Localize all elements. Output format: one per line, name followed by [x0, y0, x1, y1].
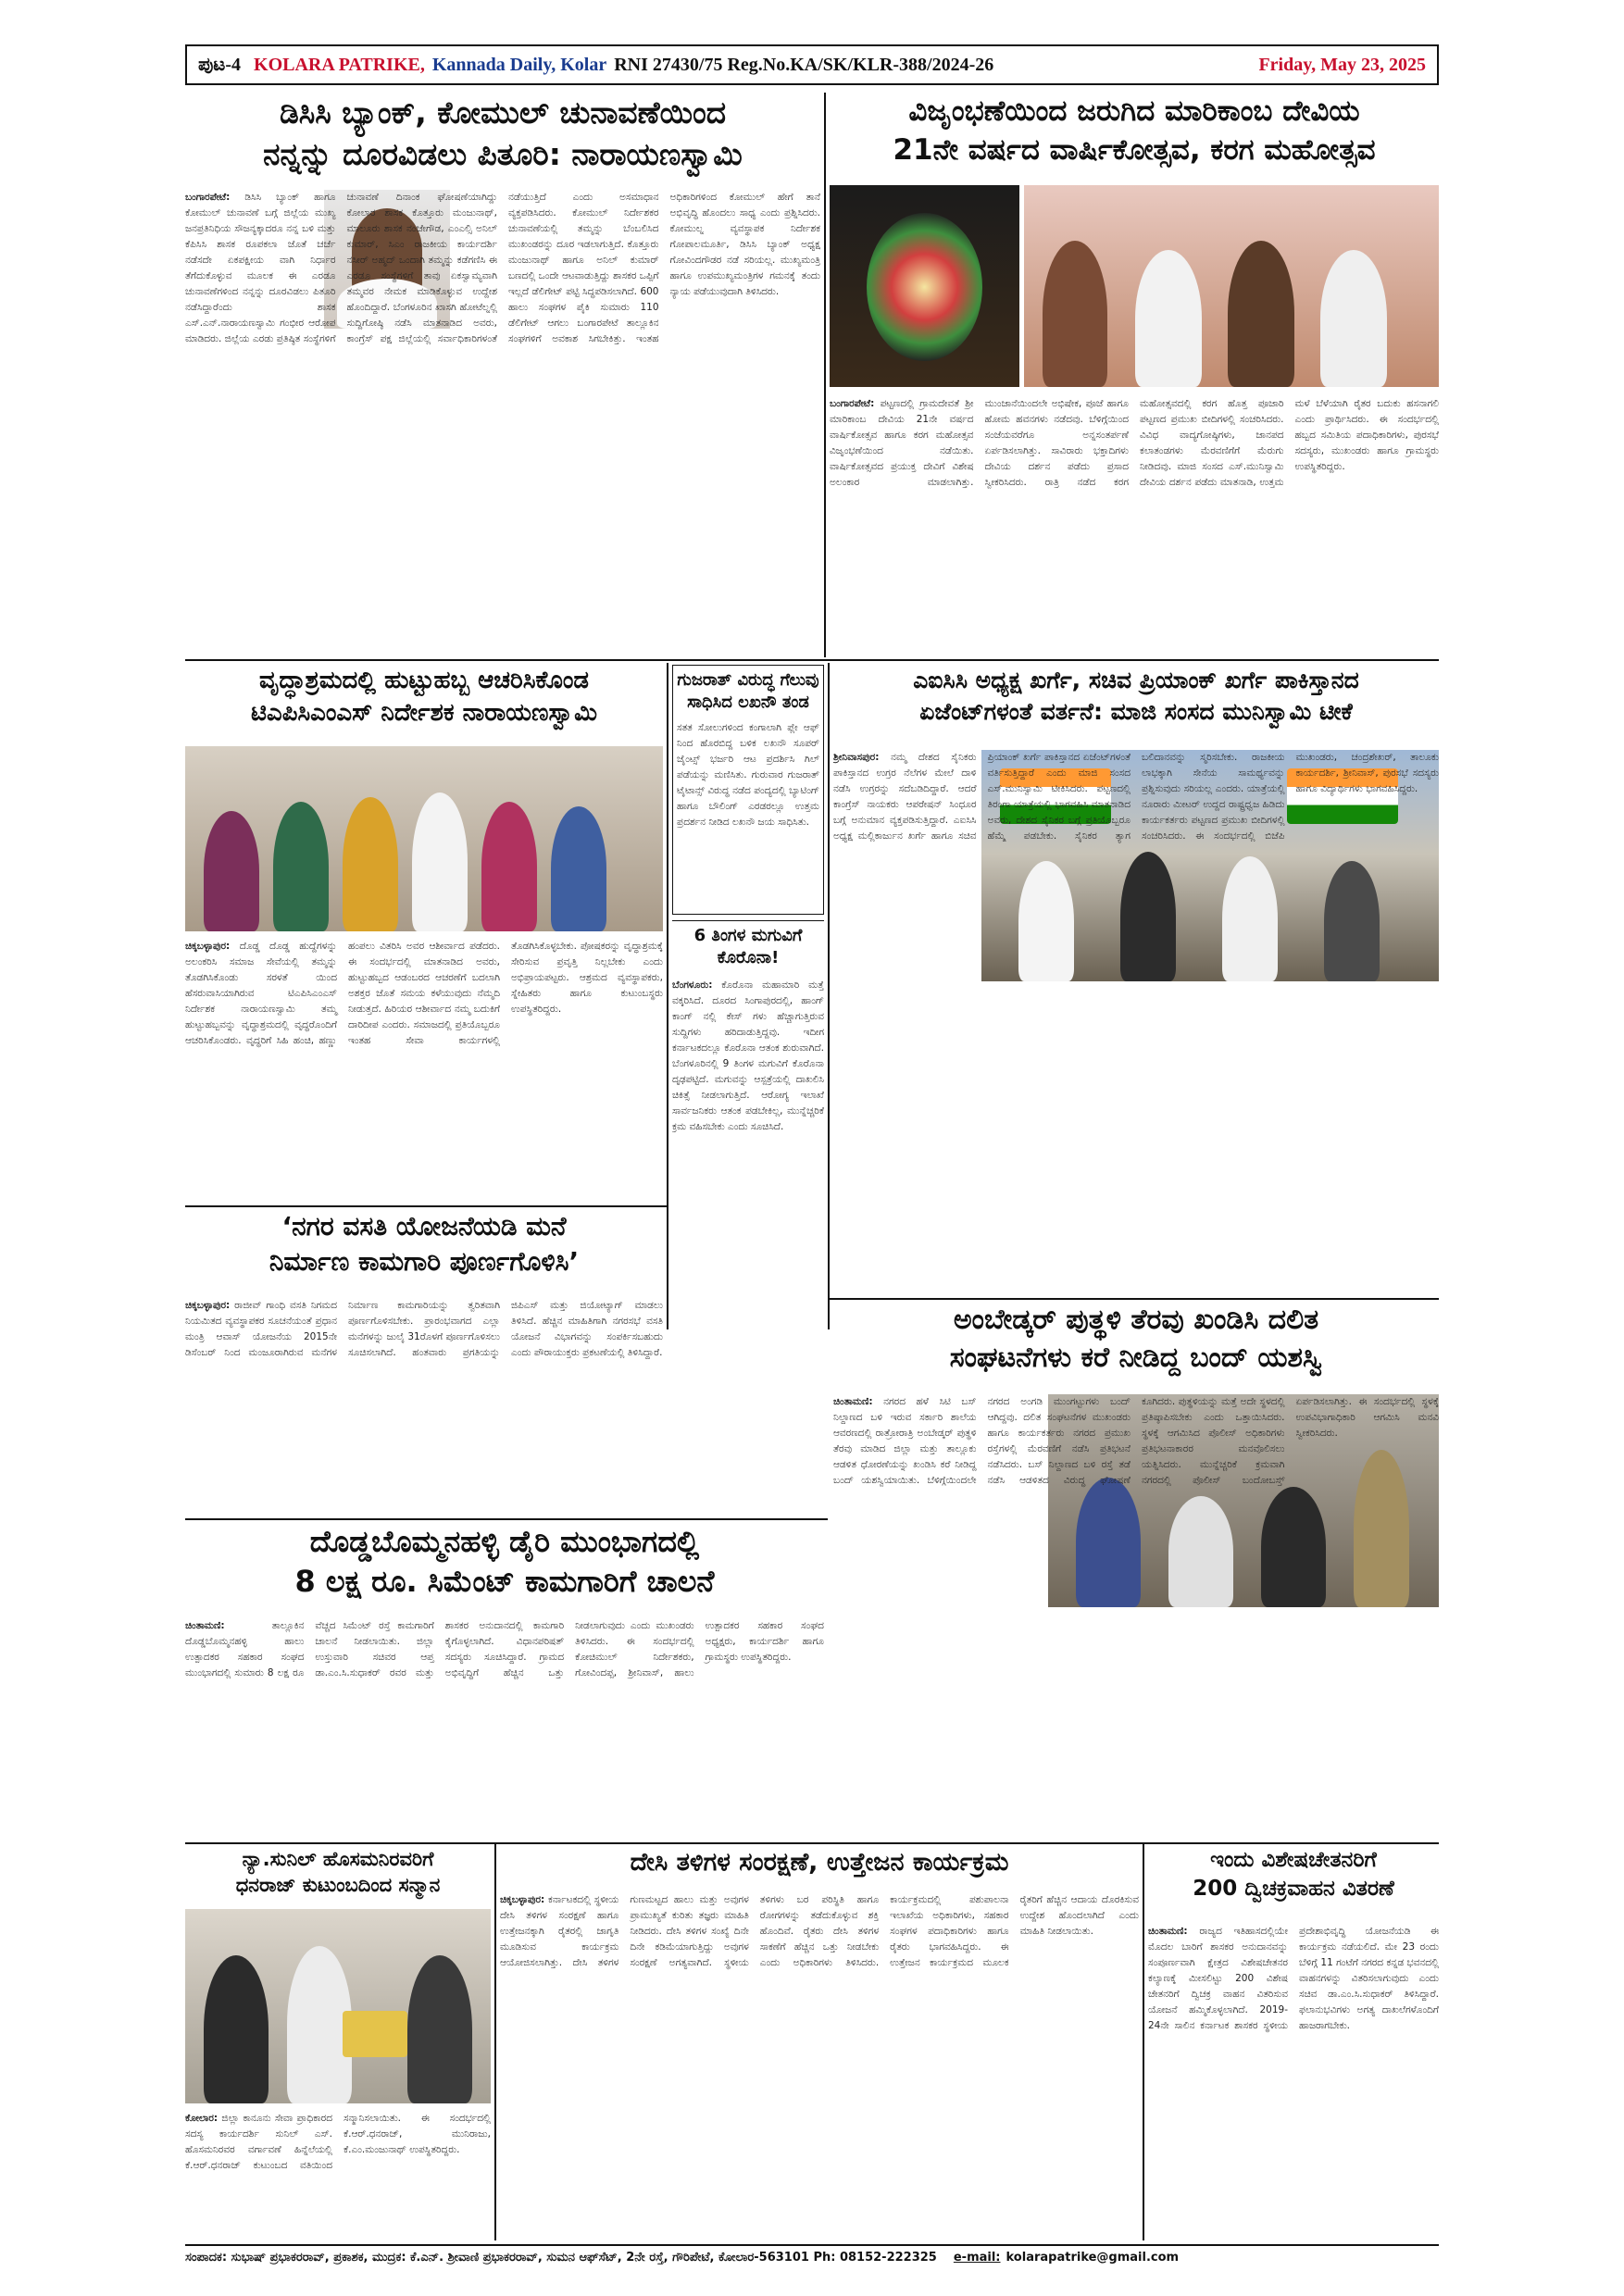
headline-marikamba-2: 21ನೇ ವರ್ಷದ ವಾರ್ಷಿಕೋತ್ಸವ, ಕರಗ ಮಹೋತ್ಸವ [893, 132, 1376, 167]
body-marikamba-text: ಪಟ್ಟಣದಲ್ಲಿ ಗ್ರಾಮದೇವತೆ ಶ್ರೀ ಮಾರಿಕಾಂಬ ದೇವಿಯ 21ನೇ ವರ್ಷದ ವಾರ್ಷಿಕೋತ್ಸವ ಹಾಗೂ ಕರಗ ಮಹೋತ್ಸವ ವಿಜೃಂಭಣೆಯಿಂದ ನಡೆಯಿತು. ವಾರ್ಷಿಕೋತ್ಸವದ ಪ್ರಯುಕ್ತ ದೇವಿಗೆ ವಿಶೇಷ ಅಲಂಕಾರ ಮಾಡಲಾಗಿತ್ತು. ಮುಂಜಾನೆಯಿಂದಲೇ ಅಭಿಷೇಕ, ಪೂಜೆ ಹಾಗೂ ಹೋಮ ಹವನಗಳು ನಡೆದವು. ಬೆಳಿಗ್ಗೆಯಿಂದ ಸಂಜೆಯವರೆಗೂ ಅನ್ನಸಂತರ್ಪಣೆ ಏರ್ಪಡಿಸಲಾಗಿತ್ತು. ಸಾವಿರಾರು ಭಕ್ತಾದಿಗಳು ದೇವಿಯ ದರ್ಶನ ಪಡೆದು ಪ್ರಸಾದ ಸ್ವೀಕರಿಸಿದರು. ರಾತ್ರಿ ನಡೆದ ಕರಗ ಮಹೋತ್ಸವದಲ್ಲಿ ಕರಗ ಹೊತ್ತ ಪೂಜಾರಿ ಪಟ್ಟಣದ ಪ್ರಮುಖ ಬೀದಿಗಳಲ್ಲಿ ಸಂಚರಿಸಿದರು. ವಿವಿಧ ವಾದ್ಯಗೋಷ್ಠಿಗಳು, ಜಾನಪದ ಕಲಾತಂಡಗಳು ಮೆರವಣಿಗೆಗೆ ಮೆರುಗು ನೀಡಿದವು. ಮಾಜಿ ಸಂಸದ ಎಸ್.ಮುನಿಸ್ವಾಮಿ ದೇವಿಯ ದರ್ಶನ ಪಡೆದು ಮಾತನಾಡಿ, ಉತ್ತಮ ಮಳೆ ಬೆಳೆಯಾಗಿ ರೈತರ ಬದುಕು ಹಸನಾಗಲಿ ಎಂದು ಪ್ರಾರ್ಥಿಸಿದರು. ಈ ಸಂದರ್ಭದಲ್ಲಿ ಹಬ್ಬದ ಸಮಿತಿಯ ಪದಾಧಿಕಾರಿಗಳು, ಪುರಸಭೆ ಸದಸ್ಯರು, ಮುಖಂಡರು ಹಾಗೂ ಗ್ರಾಮಸ್ಥರು ಉಪಸ್ಥಿತರಿದ್ದರು. [830, 398, 1439, 488]
headline-ambedkar-2: ಸಂಘಟನೆಗಳು ಕರೆ ನೀಡಿದ್ದ ಬಂದ್ ಯಶಸ್ವಿ [949, 1341, 1323, 1374]
headline-dhanaraj-2: ಧನರಾಜ್ ಕುಟುಂಬದಿಂದ ಸನ್ಮಾನ [235, 1874, 441, 1897]
body-gujarat: ಸತತ ಸೋಲುಗಳಿಂದ ಕಂಗಾಲಾಗಿ ಪ್ಲೇ ಆಫ್ ನಿಂದ ಹೊರಬಿದ್ದ ಬಳಿಕ ಲಖನೌ ಸೂಪರ್ ಜೈಂಟ್ಸ್ ಭರ್ಜರಿ ಆಟ ಪ್ರದರ್ಶಿಸಿ ಗಿಲ್ ಪಡೆಯನ್ನು ಮಣಿಸಿತು. ಗುರುವಾರ ಗುಜರಾತ್ ಟೈಟಾನ್ಸ್ ವಿರುದ್ಧ ನಡೆದ ಪಂದ್ಯದಲ್ಲಿ ಬ್ಯಾಟಿಂಗ್ ಹಾಗೂ ಬೌಲಿಂಗ್ ಎರಡರಲ್ಲೂ ಉತ್ತಮ ಪ್ರದರ್ಶನ ನೀಡಿದ ಲಖನೌ ಜಯ ಸಾಧಿಸಿತು. [677, 721, 819, 828]
photo-goddess [830, 185, 1019, 387]
footer-imprint [185, 2244, 1439, 2268]
dateline-dhanaraj: ಕೋಲಾರ: [185, 2113, 219, 2124]
footer-email-label: e-mail: [953, 2250, 1001, 2265]
rule-h4 [185, 1518, 828, 1520]
body-ambedkar-text: ನಗರದ ಹಳೆ ಸಿಟಿ ಬಸ್ ನಿಲ್ದಾಣದ ಬಳಿ ಇರುವ ಸರ್ಕಾರಿ ಶಾಲೆಯ ಆವರಣದಲ್ಲಿ ರಾತ್ರೋರಾತ್ರಿ ಅಂಬೇಡ್ಕರ್ ಪುತ್ಥಳಿ ತೆರವು ಮಾಡಿದ ಜಿಲ್ಲಾ ಮತ್ತು ತಾಲ್ಲೂಕು ಆಡಳಿತ ಧೋರಣೆಯನ್ನು ಖಂಡಿಸಿ ಕರೆ ನೀಡಿದ್ದ ಬಂದ್ ಯಶಸ್ವಿಯಾಯಿತು. ಬೆಳಿಗ್ಗೆಯಿಂದಲೇ ನಗರದ ಅಂಗಡಿ ಮುಂಗಟ್ಟುಗಳು ಬಂದ್ ಆಗಿದ್ದವು. ದಲಿತ ಸಂಘಟನೆಗಳ ಮುಖಂಡರು ಹಾಗೂ ಕಾರ್ಯಕರ್ತರು ನಗರದ ಪ್ರಮುಖ ರಸ್ತೆಗಳಲ್ಲಿ ಮೆರವಣಿಗೆ ನಡೆಸಿ ಪ್ರತಿಭಟನೆ ನಡೆಸಿದರು. ಬಸ್ ನಿಲ್ದಾಣದ ಬಳಿ ರಸ್ತೆ ತಡೆ ನಡೆಸಿ ಆಡಳಿತದ ವಿರುದ್ಧ ಘೋಷಣೆ ಕೂಗಿದರು. ಪುತ್ಥಳಿಯನ್ನು ಮತ್ತೆ ಅದೇ ಸ್ಥಳದಲ್ಲಿ ಪ್ರತಿಷ್ಠಾಪಿಸಬೇಕು ಎಂದು ಒತ್ತಾಯಿಸಿದರು. ಸ್ಥಳಕ್ಕೆ ಆಗಮಿಸಿದ ಪೊಲೀಸ್ ಅಧಿಕಾರಿಗಳು ಪ್ರತಿಭಟನಾಕಾರರ ಮನವೊಲಿಸಲು ಯತ್ನಿಸಿದರು. ಮುನ್ನೆಚ್ಚರಿಕೆ ಕ್ರಮವಾಗಿ ನಗರದಲ್ಲಿ ಪೊಲೀಸ್ ಬಂದೋಬಸ್ತ್ ಏರ್ಪಡಿಸಲಾಗಿತ್ತು. ಈ ಸಂದರ್ಭದಲ್ಲಿ ಸ್ಥಳಕ್ಕೆ ಉಪವಿಭಾಗಾಧಿಕಾರಿ ಆಗಮಿಸಿ ಮನವಿ ಸ್ವೀಕರಿಸಿದರು. [833, 1396, 1439, 1486]
body-corona-text: ಕೊರೊನಾ ಮಹಾಮಾರಿ ಮತ್ತೆ ವಕ್ಕರಿಸಿದೆ. ದೂರದ ಸಿಂಗಾಪುರದಲ್ಲಿ, ಹಾಂಗ್ ಕಾಂಗ್ ನಲ್ಲಿ ಕೇಸ್ ಗಳು ಹೆಚ್ಚಾಗುತ್ತಿರುವ ಸುದ್ದಿಗಳು ಹರಿದಾಡುತ್ತಿದ್ದವು. ಇದೀಗ ಕರ್ನಾಟಕದಲ್ಲೂ ಕೊರೊನಾ ಆತಂಕ ಶುರುವಾಗಿದೆ. ಬೆಂಗಳೂರಿನಲ್ಲಿ 9 ತಿಂಗಳ ಮಗುವಿಗೆ ಕೊರೊನಾ ದೃಢಪಟ್ಟಿದೆ. ಮಗುವನ್ನು ಆಸ್ಪತ್ರೆಯಲ್ಲಿ ದಾಖಲಿಸಿ ಚಿಕಿತ್ಸೆ ನೀಡಲಾಗುತ್ತಿದೆ. ಆರೋಗ್ಯ ಇಲಾಖೆ ಸಾರ್ವಜನಿಕರು ಆತಂಕ ಪಡಬೇಕಿಲ್ಲ, ಮುನ್ನೆಚ್ಚರಿಕೆ ಕ್ರಮ ವಹಿಸಬೇಕು ಎಂದು ಸೂಚಿಸಿದೆ. [672, 980, 824, 1132]
headline-dairy-1: ದೊಡ್ಡಬೊಮ್ಮನಹಳ್ಳಿ ಡೈರಿ ಮುಂಭಾಗದಲ್ಲಿ [309, 1524, 700, 1559]
rule-h5 [185, 1842, 1439, 1844]
dateline-marikamba: ಬಂಗಾರಪೇಟೆ: [830, 398, 875, 409]
body-desi [500, 1892, 1139, 2237]
headline-kharge-1: ಎಐಸಿಸಿ ಅಧ್ಯಕ್ಷ ಖರ್ಗೆ, ಸಚಿವ ಪ್ರಿಯಾಂಕ್ ಖರ್ಗೆ ಪಾಕಿಸ್ತಾನದ [913, 667, 1359, 693]
headline-oldage-2: ಟಿಎಪಿಸಿಎಂಎಸ್ ನಿರ್ದೇಶಕ ನಾರಾಯಣಸ್ವಾಮಿ [251, 699, 597, 728]
body-corona [672, 978, 824, 1328]
body-dhanaraj-text: ಜಿಲ್ಲಾ ಕಾನೂನು ಸೇವಾ ಪ್ರಾಧಿಕಾರದ ಸದಸ್ಯ ಕಾರ್ಯದರ್ಶಿ ಸುನಿಲ್ ಎಸ್. ಹೊಸಮನಿರವರ ವರ್ಗಾವಣೆ ಹಿನ್ನೆಲೆಯಲ್ಲಿ ಕೆ.ಆರ್.ಧನರಾಜ್ ಕುಟುಂಬದ ವತಿಯಿಂದ ಸನ್ಮಾನಿಸಲಾಯಿತು. ಈ ಸಂದರ್ಭದಲ್ಲಿ ಕೆ.ಆರ್.ಧನರಾಜ್, ಮುನಿರಾಜು, ಕೆ.ಎಂ.ಮಂಜುನಾಥ್ ಉಪಸ್ಥಿತರಿದ್ದರು. [185, 2113, 491, 2171]
body-dcc [185, 190, 820, 741]
body-dairy-text: ತಾಲ್ಲೂಕಿನ ದೊಡ್ಡಬೊಮ್ಮನಹಳ್ಳಿ ಹಾಲು ಉತ್ಪಾದಕರ ಸಹಕಾರ ಸಂಘದ ಮುಂಭಾಗದಲ್ಲಿ ಸುಮಾರು 8 ಲಕ್ಷ ರೂ ವೆಚ್ಚದ ಸಿಮೆಂಟ್ ರಸ್ತೆ ಕಾಮಗಾರಿಗೆ ಚಾಲನೆ ನೀಡಲಾಯಿತು. ಜಿಲ್ಲಾ ಉಸ್ತುವಾರಿ ಸಚಿವರ ಆಪ್ತ ಡಾ.ಎಂ.ಸಿ.ಸುಧಾಕರ್ ರವರ ಮತ್ತು ಶಾಸಕರ ಅನುದಾನದಲ್ಲಿ ಕಾಮಗಾರಿ ಕೈಗೊಳ್ಳಲಾಗಿದೆ. ವಿಧಾನಪರಿಷತ್ ಸದಸ್ಯರು ಸೂಚಿಸಿದ್ದಾರೆ. ಗ್ರಾಮದ ಅಭಿವೃದ್ಧಿಗೆ ಹೆಚ್ಚಿನ ಒತ್ತು ನೀಡಲಾಗುವುದು ಎಂದು ಮುಖಂಡರು ತಿಳಿಸಿದರು. ಈ ಸಂದರ್ಭದಲ್ಲಿ ಕೋಚಿಮುಲ್ ನಿರ್ದೇಶಕರು, ಗೋವಿಂದಪ್ಪ, ಶ್ರೀನಿವಾಸ್, ಹಾಲು ಉತ್ಪಾದಕರ ಸಹಕಾರ ಸಂಘದ ಅಧ್ಯಕ್ಷರು, ಕಾರ್ಯದರ್ಶಿ ಹಾಗೂ ಗ್ರಾಮಸ್ಥರು ಉಪಸ್ಥಿತರಿದ್ದರು. [185, 1620, 824, 1678]
rule-v3 [828, 663, 830, 1329]
body-desi-text: ಕರ್ನಾಟಕದಲ್ಲಿ ಸ್ಥಳೀಯ ದೇಸಿ ತಳಿಗಳ ಸಂರಕ್ಷಣೆ ಹಾಗೂ ಉತ್ತೇಜನಕ್ಕಾಗಿ ರೈತರಲ್ಲಿ ಜಾಗೃತಿ ಮೂಡಿಸುವ ಕಾರ್ಯಕ್ರಮ ಆಯೋಜಿಸಲಾಗಿತ್ತು. ದೇಸಿ ತಳಿಗಳ ಗುಣಮಟ್ಟದ ಹಾಲು ಮತ್ತು ಅವುಗಳ ಪ್ರಾಮುಖ್ಯತೆ ಕುರಿತು ತಜ್ಞರು ಮಾಹಿತಿ ನೀಡಿದರು. ದೇಸಿ ತಳಿಗಳ ಸಂಖ್ಯೆ ದಿನೇ ದಿನೇ ಕಡಿಮೆಯಾಗುತ್ತಿದ್ದು ಅವುಗಳ ಸಂರಕ್ಷಣೆ ಅಗತ್ಯವಾಗಿದೆ. ಸ್ಥಳೀಯ ತಳಿಗಳು ಬರ ಪರಿಸ್ಥಿತಿ ಹಾಗೂ ರೋಗಗಳನ್ನು ತಡೆದುಕೊಳ್ಳುವ ಶಕ್ತಿ ಹೊಂದಿವೆ. ರೈತರು ದೇಸಿ ತಳಿಗಳ ಸಾಕಣೆಗೆ ಹೆಚ್ಚಿನ ಒತ್ತು ನೀಡಬೇಕು ಎಂದು ಅಧಿಕಾರಿಗಳು ತಿಳಿಸಿದರು. ಕಾರ್ಯಕ್ರಮದಲ್ಲಿ ಪಶುಪಾಲನಾ ಇಲಾಖೆಯ ಅಧಿಕಾರಿಗಳು, ಸಹಕಾರ ಸಂಘಗಳ ಪದಾಧಿಕಾರಿಗಳು ಹಾಗೂ ರೈತರು ಭಾಗವಹಿಸಿದ್ದರು. ಈ ಉತ್ತೇಜನ ಕಾರ್ಯಕ್ರಮದ ಮೂಲಕ ರೈತರಿಗೆ ಹೆಚ್ಚಿನ ಆದಾಯ ದೊರಕಿಸುವ ಉದ್ದೇಶ ಹೊಂದಲಾಗಿದೆ ಎಂದು ಮಾಹಿತಿ ನೀಡಲಾಯಿತು. [500, 1894, 1139, 1968]
headline-kharge-2: ಏಜೆಂಟ್‌ಗಳಂತೆ ವರ್ತನೆ: ಮಾಜಿ ಸಂಸದ ಮುನಿಸ್ವಾಮಿ ಟೀಕೆ [919, 697, 1353, 725]
body-ambedkar [833, 1394, 1439, 1837]
headline-ambedkar-1: ಅಂಬೇಡ್ಕರ್ ಪುತ್ಥಳಿ ತೆರವು ಖಂಡಿಸಿ ದಲಿತ [953, 1304, 1319, 1336]
rule-v2 [667, 663, 668, 1329]
footer-email[interactable]: kolarapatrike@gmail.com [1006, 2250, 1180, 2265]
body-oldage [185, 939, 663, 1202]
headline-gujarat: ಗುಜರಾತ್ ವಿರುದ್ಧ ಗೆಲುವು ಸಾಧಿಸಿದ ಲಖನೌ ತಂಡ [677, 670, 819, 713]
headline-desi: ದೇಸಿ ತಳಿಗಳ ಸಂರಕ್ಷಣೆ, ಉತ್ತೇಜನ ಕಾರ್ಯಕ್ರಮ [630, 1848, 1009, 1877]
dateline-ambedkar: ಚಿಂತಾಮಣಿ: [833, 1396, 873, 1407]
photo-karaga-crowd [1024, 185, 1439, 387]
page-number: ಪುಟ-4 [198, 54, 242, 75]
edition: Kannada Daily, Kolar [431, 54, 607, 75]
headline-housing-1: ‘ನಗರ ವಸತಿ ಯೋಜನೆಯಡಿ ಮನೆ [281, 1211, 567, 1242]
body-dhanaraj [185, 2111, 491, 2237]
headline-vehicles-1: ಇಂದು ವಿಶೇಷಚೇತನರಿಗೆ [1210, 1848, 1377, 1872]
body-marikamba [830, 396, 1439, 657]
story-oldage [185, 665, 663, 1202]
story-housing [185, 1209, 663, 1515]
headline-housing-2: ನಿರ್ಮಾಣ ಕಾಮಗಾರಿ ಪೂರ್ಣಗೊಳಿಸಿ’ [269, 1245, 580, 1277]
headline-corona: 6 ತಿಂಗಳ ಮಗುವಿಗೆ ಕೊರೊನಾ! [672, 920, 824, 970]
issue-date: Friday, May 23, 2025 [1258, 54, 1426, 75]
story-corona [672, 920, 824, 1328]
body-dairy [185, 1618, 824, 1837]
paper-name: KOLARA PATRIKE, [254, 54, 425, 75]
headline-dairy-2: 8 ಲಕ್ಷ ರೂ. ಸಿಮೆಂಟ್ ಕಾಮಗಾರಿಗೆ ಚಾಲನೆ [294, 1564, 715, 1600]
story-vehicles [1148, 1846, 1439, 2239]
body-dcc-text: ಡಿಸಿಸಿ ಬ್ಯಾಂಕ್ ಹಾಗೂ ಕೋಮುಲ್ ಚುನಾವಣೆ ಬಗ್ಗೆ ಜಿಲ್ಲೆಯ ಮುಖ್ಯ ಜನಪ್ರತಿನಿಧಿಯ ಸೌಜನ್ಯಕ್ಕಾದರೂ ನನ್ನ ಬಳಿ ಮತ್ತು ಕೆಪಿಸಿಸಿ ಶಾಸಕ ರೂಪಕಲಾ ಜೊತೆ ಚರ್ಚೆ ನಡೆಸದೇ ಏಕಪಕ್ಷೀಯ ವಾಗಿ ನಿರ್ಧಾರ ತೆಗೆದುಕೊಳ್ಳುವ ಮೂಲಕ ಈ ಎರಡೂ ಚುನಾವಣೆಗಳಿಂದ ನನ್ನನ್ನು ದೂರವಿಡಲು ಪಿತೂರಿ ನಡೆಸಿದ್ದಾರೆಂದು ಶಾಸಕ ಎಸ್.ಎನ್.ನಾರಾಯಣಸ್ವಾಮಿ ಗಂಭೀರ ಆರೋಪ ಮಾಡಿದರು. ಜಿಲ್ಲೆಯ ಎರಡು ಪ್ರತಿಷ್ಠಿತ ಸಂಸ್ಥೆಗಳಿಗೆ ಚುನಾವಣೆ ದಿನಾಂಕ ಘೋಷಣೆಯಾಗಿದ್ದು ಕೋಲಾರ ಶಾಸಕ ಕೊತ್ತೂರು ಮಂಜುನಾಥ್, ಮಾಲೂರು ಶಾಸಕ ನಂಜೇಗೌಡ, ಎಂಎಲ್ಸಿ ಅನಿಲ್ ಕುಮಾರ್, ಸಿಎಂ ರಾಜಕೀಯ ಕಾರ್ಯದರ್ಶಿ ನಸೀರ್ ಅಹ್ಮದ್ ಒಂದಾಗಿ ತಮ್ಮನ್ನು ಕಡೆಗಣಿಸಿ ಈ ಎರಡೂ ಸಂಸ್ಥೆಗಳಿಗೆ ತಾವು ಏಕಸ್ವಾಮ್ಯವಾಗಿ ತಮ್ಮವರ ನೇಮಕ ಮಾಡಿಕೊಳ್ಳುವ ಉದ್ದೇಶ ಹೊಂದಿದ್ದಾರೆ. ಬೆಂಗಳೂರಿನ ಖಾಸಗಿ ಹೋಟೆಲ್ನಲ್ಲಿ ಸುದ್ದಿಗೋಷ್ಠಿ ನಡೆಸಿ ಮಾತನಾಡಿದ ಅವರು, ಕಾಂಗ್ರೆಸ್ ಪಕ್ಷ ಜಿಲ್ಲೆಯಲ್ಲಿ ಸರ್ವಾಧಿಕಾರಿಗಳಂತೆ ನಡೆಯುತ್ತಿದೆ ಎಂದು ಅಸಮಾಧಾನ ವ್ಯಕ್ತಪಡಿಸಿದರು. ಕೋಮುಲ್ ನಿರ್ದೇಶಕರ ಚುನಾವಣೆಯಲ್ಲಿ ತಮ್ಮನ್ನು ಬೆಂಬಲಿಸಿದ ಮುಖಂಡರನ್ನು ದೂರ ಇಡಲಾಗುತ್ತಿದೆ. ಕೊತ್ತೂರು ಮಂಜುನಾಥ್ ಹಾಗೂ ಅನಿಲ್ ಕುಮಾರ್ ಬಣದಲ್ಲಿ ಒಂದೇ ಆಟವಾಡುತ್ತಿದ್ದು ಶಾಸಕರ ಒಪ್ಪಿಗೆ ಇಲ್ಲದೆ ಡೆಲಿಗೇಟ್ ಪಟ್ಟಿ ಸಿದ್ಧಪಡಿಸಲಾಗಿದೆ. 600 ಹಾಲು ಸಂಘಗಳ ಪೈಕಿ ಸುಮಾರು 110 ಡೆಲಿಗೇಟ್ ಆಗಲು ಬಂಗಾರಪೇಟೆ ತಾಲ್ಲೂಕಿನ ಸಂಘಗಳಿಗೆ ಅವಕಾಶ ಸಿಗಬೇಕಿತ್ತು. ಇಂತಹ ಅಧಿಕಾರಿಗಳಿಂದ ಕೋಮುಲ್ ಹೇಗೆ ತಾನೆ ಅಭಿವೃದ್ಧಿ ಹೊಂದಲು ಸಾಧ್ಯ ಎಂದು ಪ್ರಶ್ನಿಸಿದರು. ಕೋಮುಲ್ನ ವ್ಯವಸ್ಥಾಪಕ ನಿರ್ದೇಶಕ ಗೋಪಾಲಮೂರ್ತಿ, ಡಿಸಿಸಿ ಬ್ಯಾಂಕ್ ಅಧ್ಯಕ್ಷ ಗೋವಿಂದಗೌಡರ ನಡೆ ಸರಿಯಲ್ಲ. ಮುಖ್ಯಮಂತ್ರಿ ಹಾಗೂ ಉಪಮುಖ್ಯಮಂತ್ರಿಗಳ ಗಮನಕ್ಕೆ ತಂದು ನ್ಯಾಯ ಪಡೆಯುವುದಾಗಿ ತಿಳಿಸಿದರು. [185, 192, 820, 344]
story-ambedkar [833, 1302, 1439, 1839]
dateline-dcc: ಬಂಗಾರಪೇಟೆ: [185, 192, 231, 203]
story-dcc [185, 93, 820, 741]
dateline-housing: ಚಿಕ್ಕಬಳ್ಳಾಪುರ: [185, 1300, 231, 1311]
headline-marikamba-1: ವಿಜೃಂಭಣೆಯಿಂದ ಜರುಗಿದ ಮಾರಿಕಾಂಬ ದೇವಿಯ [908, 94, 1360, 128]
story-dhanaraj [185, 1846, 491, 2239]
rule-v4 [494, 1844, 496, 2240]
headline-vehicles-2: 200 ದ್ವಿಚಕ್ರವಾಹನ ವಿತರಣೆ [1193, 1877, 1394, 1902]
dateline-dairy: ಚಿಂತಾಮಣಿ: [185, 1620, 225, 1631]
rule-h3 [828, 1298, 1439, 1300]
body-vehicles [1148, 1924, 1439, 2237]
headline-oldage-1: ವೃದ್ಧಾಶ್ರಮದಲ್ಲಿ ಹುಟ್ಟುಹಬ್ಬ ಆಚರಿಸಿಕೊಂಡ [259, 667, 589, 694]
dateline-kharge: ಶ್ರೀನಿವಾಸಪುರ: [833, 752, 880, 763]
body-oldage-text: ದೊಡ್ಡ ದೊಡ್ಡ ಹುದ್ದೆಗಳನ್ನು ಅಲಂಕರಿಸಿ ಸಮಾಜ ಸೇವೆಯಲ್ಲಿ ತಮ್ಮನ್ನು ತೊಡಗಿಸಿಕೊಂಡು ಸರಳತೆ ಯಿಂದ ಹೆಸರುವಾಸಿಯಾಗಿರುವ ಟಿಎಪಿಸಿಎಂಎಸ್ ನಿರ್ದೇಶಕ ನಾರಾಯಣಸ್ವಾಮಿ ತಮ್ಮ ಹುಟ್ಟುಹಬ್ಬವನ್ನು ವೃದ್ಧಾಶ್ರಮದಲ್ಲಿ ವೃದ್ಧರೊಂದಿಗೆ ಆಚರಿಸಿಕೊಂಡರು. ವೃದ್ಧರಿಗೆ ಸಿಹಿ ಹಂಚಿ, ಹಣ್ಣು ಹಂಪಲು ವಿತರಿಸಿ ಅವರ ಆಶೀರ್ವಾದ ಪಡೆದರು. ಈ ಸಂದರ್ಭದಲ್ಲಿ ಮಾತನಾಡಿದ ಅವರು, ಹುಟ್ಟುಹಬ್ಬದ ಆಡಂಬರದ ಆಚರಣೆಗೆ ಬದಲಾಗಿ ಅಶಕ್ತರ ಜೊತೆ ಸಮಯ ಕಳೆಯುವುದು ನೆಮ್ಮದಿ ನೀಡುತ್ತದೆ. ಹಿರಿಯರ ಆಶೀರ್ವಾದ ನಮ್ಮ ಬದುಕಿಗೆ ದಾರಿದೀಪ ಎಂದರು. ಸಮಾಜದಲ್ಲಿ ಪ್ರತಿಯೊಬ್ಬರೂ ಇಂತಹ ಸೇವಾ ಕಾರ್ಯಗಳಲ್ಲಿ ತೊಡಗಿಸಿಕೊಳ್ಳಬೇಕು. ಪೋಷಕರನ್ನು ವೃದ್ಧಾಶ್ರಮಕ್ಕೆ ಸೇರಿಸುವ ಪ್ರವೃತ್ತಿ ನಿಲ್ಲಬೇಕು ಎಂದು ಅಭಿಪ್ರಾಯಪಟ್ಟರು. ಆಶ್ರಮದ ವ್ಯವಸ್ಥಾಪಕರು, ಸ್ನೇಹಿತರು ಹಾಗೂ ಕುಟುಂಬಸ್ಥರು ಉಪಸ್ಥಿತರಿದ್ದರು. [185, 941, 663, 1046]
photo-felicitation [185, 1909, 491, 2103]
story-dairy [185, 1522, 824, 1839]
dateline-desi: ಚಿಕ್ಕಬಳ್ಳಾಪುರ: [500, 1894, 545, 1905]
body-kharge-text: ನಮ್ಮ ದೇಶದ ಸೈನಿಕರು ಪಾಕಿಸ್ತಾನದ ಉಗ್ರರ ನೆಲೆಗಳ ಮೇಲೆ ದಾಳಿ ನಡೆಸಿ ಉಗ್ರರನ್ನು ಸದೆಬಡಿದಿದ್ದಾರೆ. ಆದರೆ ಕಾಂಗ್ರೆಸ್ ನಾಯಕರು ಆಪರೇಷನ್ ಸಿಂಧೂರ ಬಗ್ಗೆ ಅನುಮಾನ ವ್ಯಕ್ತಪಡಿಸುತ್ತಿದ್ದಾರೆ. ಎಐಸಿಸಿ ಅಧ್ಯಕ್ಷ ಮಲ್ಲಿಕಾರ್ಜುನ ಖರ್ಗೆ ಹಾಗೂ ಸಚಿವ ಪ್ರಿಯಾಂಕ್ ಖರ್ಗೆ ಪಾಕಿಸ್ತಾನದ ಏಜೆಂಟ್‌ಗಳಂತೆ ವರ್ತಿಸುತ್ತಿದ್ದಾರೆ ಎಂದು ಮಾಜಿ ಸಂಸದ ಎಸ್.ಮುನಿಸ್ವಾಮಿ ಟೀಕಿಸಿದರು. ಪಟ್ಟಣದಲ್ಲಿ ತಿರಂಗಾ ಯಾತ್ರೆಯಲ್ಲಿ ಭಾಗವಹಿಸಿ ಮಾತನಾಡಿದ ಅವರು, ದೇಶದ ಸೈನಿಕರ ಬಗ್ಗೆ ಪ್ರತಿಯೊಬ್ಬರೂ ಹೆಮ್ಮೆ ಪಡಬೇಕು. ಸೈನಿಕರ ತ್ಯಾಗ ಬಲಿದಾನವನ್ನು ಸ್ಮರಿಸಬೇಕು. ರಾಜಕೀಯ ಲಾಭಕ್ಕಾಗಿ ಸೇನೆಯ ಸಾಮರ್ಥ್ಯವನ್ನು ಪ್ರಶ್ನಿಸುವುದು ಸರಿಯಲ್ಲ ಎಂದರು. ಯಾತ್ರೆಯಲ್ಲಿ ನೂರಾರು ಮೀಟರ್ ಉದ್ದದ ರಾಷ್ಟ್ರಧ್ವಜ ಹಿಡಿದು ಕಾರ್ಯಕರ್ತರು ಪಟ್ಟಣದ ಪ್ರಮುಖ ಬೀದಿಗಳಲ್ಲಿ ಸಂಚರಿಸಿದರು. ಈ ಸಂದರ್ಭದಲ್ಲಿ ಬಿಜೆಪಿ ಮುಖಂಡರು, ಚಂದ್ರಶೇಖರ್, ತಾಲೂಕು ಕಾರ್ಯದರ್ಶಿ, ಶ್ರೀನಿವಾಸ್, ಪುರಸಭೆ ಸದಸ್ಯರು ಹಾಗೂ ವಿದ್ಯಾರ್ಥಿಗಳು ಭಾಗವಹಿಸಿದ್ದರು. [833, 752, 1439, 842]
photo-oldage-group [185, 746, 663, 931]
story-marikamba [830, 93, 1439, 659]
registration: RNI 27430/75 Reg.No.KA/SK/KLR-388/2024-26 [614, 54, 994, 75]
rule-v5 [1143, 1844, 1144, 2240]
rule-h1 [185, 659, 1439, 661]
dateline-oldage: ಚಿಕ್ಕಬಳ್ಳಾಪುರ: [185, 941, 231, 952]
headline-dhanaraj-1: ನ್ಯಾ.ಸುನಿಲ್ ಹೊಸಮನಿರವರಿಗೆ [242, 1848, 434, 1870]
rule-h2 [185, 1205, 667, 1207]
story-desi [500, 1846, 1139, 2239]
story-kharge [833, 665, 1439, 1202]
dateline-vehicles: ಚಿಂತಾಮಣಿ: [1148, 1926, 1188, 1937]
headline-dcc-2: ನನ್ನನ್ನು ದೂರವಿಡಲು ಪಿತೂರಿ: ನಾರಾಯಣಸ್ವಾಮಿ [263, 135, 743, 172]
footer-credits: ಸಂಪಾದಕ: ಸುಭಾಷ್ ಪ್ರಭಾಕರರಾವ್, ಪ್ರಕಾಶಕ, ಮುದ್ರಕ: ಕೆ.ಎನ್. ಶ್ರೀವಾಣಿ ಪ್ರಭಾಕರರಾವ್, ಸುಮನ ಆಫ್‌ಸೆಟ್, 2ನೇ ರಸ್ತೆ, ಗೌರಿಪೇಟೆ, ಕೋಲಾರ-563101 Ph: 08152-222325 [185, 2250, 937, 2265]
headline-dcc-1: ಡಿಸಿಸಿ ಬ್ಯಾಂಕ್, ಕೋಮುಲ್ ಚುನಾವಣೆಯಿಂದ [279, 94, 727, 131]
masthead [185, 44, 1439, 85]
dateline-corona: ಬೆಂಗಳೂರು: [672, 980, 713, 991]
body-kharge [833, 750, 1439, 1202]
body-housing-text: ರಾಜೀವ್ ಗಾಂಧಿ ವಸತಿ ನಿಗಮದ ನಿಯಮಿತದ ವ್ಯವಸ್ಥಾಪಕರ ಸೂಚನೆಯಂತೆ ಪ್ರಧಾನ ಮಂತ್ರಿ ಆವಾಸ್ ಯೋಜನೆಯ 2015ನೇ ಡಿಸೆಂಬರ್ ನಿಂದ ಮಂಜೂರಾಗಿರುವ ಮನೆಗಳ ನಿರ್ಮಾಣ ಕಾಮಗಾರಿಯನ್ನು ತ್ವರಿತವಾಗಿ ಪೂರ್ಣಗೊಳಿಸಬೇಕು. ಪ್ರಾರಂಭವಾಗದ ಎಲ್ಲಾ ಮನೆಗಳನ್ನು ಜುಲೈ 31ರೊಳಗೆ ಪೂರ್ಣಗೊಳಿಸಲು ಸೂಚಿಸಲಾಗಿದೆ. ಹಂತವಾರು ಪ್ರಗತಿಯನ್ನು ಜಿಪಿಎಸ್ ಮತ್ತು ಜಿಯೋಟ್ಯಾಗ್ ಮಾಡಲು ತಿಳಿಸಿದೆ. ಹೆಚ್ಚಿನ ಮಾಹಿತಿಗಾಗಿ ನಗರಸಭೆ ವಸತಿ ಯೋಜನೆ ವಿಭಾಗವನ್ನು ಸಂಪರ್ಕಿಸಬಹುದು ಎಂದು ಪೌರಾಯುಕ್ತರು ಪ್ರಕಟಣೆಯಲ್ಲಿ ತಿಳಿಸಿದ್ದಾರೆ. [185, 1300, 663, 1358]
body-vehicles-text: ರಾಜ್ಯದ ಇತಿಹಾಸದಲ್ಲಿಯೇ ಮೊದಲ ಬಾರಿಗೆ ಶಾಸಕರ ಅನುದಾನವನ್ನು ಸಂಪೂರ್ಣವಾಗಿ ಕ್ಷೇತ್ರದ ವಿಶೇಷಚೇತನರ ಕಲ್ಯಾಣಕ್ಕೆ ಮೀಸಲಿಟ್ಟು 200 ವಿಶೇಷ ಚೇತನರಿಗೆ ದ್ವಿಚಕ್ರ ವಾಹನ ವಿತರಿಸುವ ಯೋಜನೆ ಹಮ್ಮಿಕೊಳ್ಳಲಾಗಿದೆ. 2019-24ನೇ ಸಾಲಿನ ಕರ್ನಾಟಕ ಶಾಸಕರ ಸ್ಥಳೀಯ ಪ್ರದೇಶಾಭಿವೃದ್ಧಿ ಯೋಜನೆಯಡಿ ಈ ಕಾರ್ಯಕ್ರಮ ನಡೆಯಲಿದೆ. ಮೇ 23 ರಂದು ಬೆಳಿಗ್ಗೆ 11 ಗಂಟೆಗೆ ನಗರದ ಕನ್ನಡ ಭವನದಲ್ಲಿ ವಾಹನಗಳನ್ನು ವಿತರಿಸಲಾಗುವುದು ಎಂದು ಸಚಿವ ಡಾ.ಎಂ.ಸಿ.ಸುಧಾಕರ್ ತಿಳಿಸಿದ್ದಾರೆ. ಫಲಾನುಭವಿಗಳು ಅಗತ್ಯ ದಾಖಲೆಗಳೊಂದಿಗೆ ಹಾಜರಾಗಬೇಕು. [1148, 1926, 1439, 2031]
story-gujarat [672, 665, 824, 915]
rule-vertical-top [824, 93, 826, 657]
body-housing [185, 1298, 663, 1509]
